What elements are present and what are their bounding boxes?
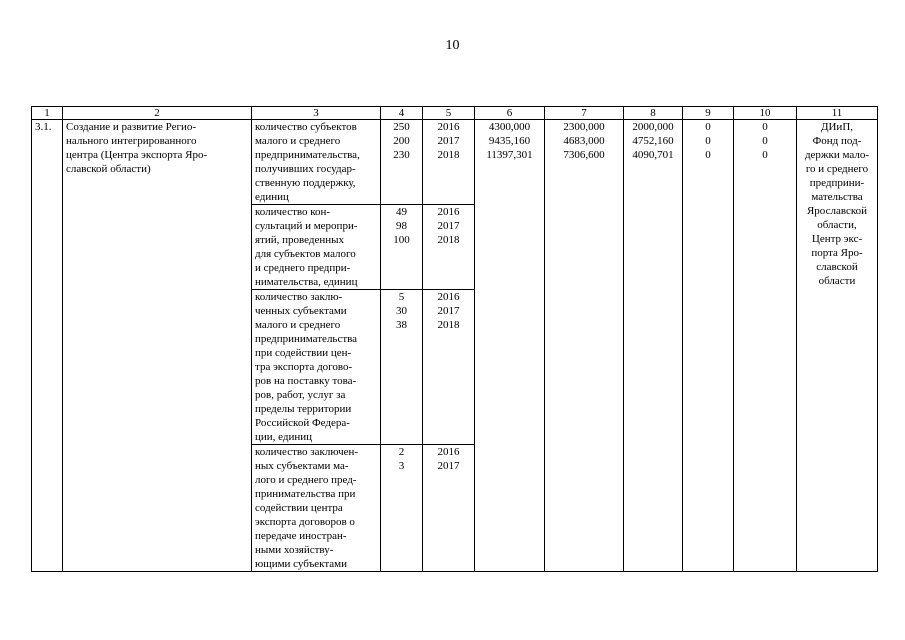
measure-name: Создание и развитие Регио- нального интегрированного центра (Центра экспорта Яро- славской области)	[63, 120, 252, 572]
indicator-text: количество кон- сультаций и меропри- ятий, проведенных для субъектов малого и среднего предпри- нимательства, единиц	[252, 205, 381, 290]
row-number: 3.1.	[32, 120, 63, 572]
indicator-text: количество субъектов малого и среднего предпринимательства, получивших государ- ственную поддержку, единиц	[252, 120, 381, 205]
indicator-years: 2016 2017 2018	[423, 290, 475, 445]
col-header-10: 10	[734, 107, 797, 120]
indicator-values: 2 3	[381, 445, 423, 572]
col7-values: 2300,000 4683,000 7306,600	[545, 120, 624, 572]
col-header-3: 3	[252, 107, 381, 120]
col10-values: 0 0 0	[734, 120, 797, 572]
indicator-years: 2016 2017 2018	[423, 205, 475, 290]
col9-values: 0 0 0	[683, 120, 734, 572]
col-header-8: 8	[624, 107, 683, 120]
table-row	[32, 120, 878, 205]
col-header-7: 7	[545, 107, 624, 120]
indicator-values: 49 98 100	[381, 205, 423, 290]
col-header-4: 4	[381, 107, 423, 120]
col-header-6: 6	[475, 107, 545, 120]
program-table	[31, 106, 878, 572]
executors: ДИиП, Фонд под- держки мало- го и среднего предприни- мательства Ярославской области, Центр экс- порта Яро- славской области	[797, 120, 878, 572]
col-header-2: 2	[63, 107, 252, 120]
indicator-years: 2016 2017	[423, 445, 475, 572]
column-number-row	[32, 107, 878, 120]
col-header-9: 9	[683, 107, 734, 120]
indicator-years: 2016 2017 2018	[423, 120, 475, 205]
indicator-values: 250 200 230	[381, 120, 423, 205]
page-number: 10	[445, 38, 460, 53]
indicator-text: количество заключен- ных субъектами ма- лого и среднего пред- принимательства при содействии центра экспорта договоров о передаче иностран- ными хозяйству- ющими субъектами	[252, 445, 381, 572]
indicator-values: 5 30 38	[381, 290, 423, 445]
col-header-5: 5	[423, 107, 475, 120]
col6-values: 4300,000 9435,160 11397,301	[475, 120, 545, 572]
col-header-1: 1	[32, 107, 63, 120]
col-header-11: 11	[797, 107, 878, 120]
indicator-text: количество заклю- ченных субъектами малого и среднего предпринимательства при содействии цен- тра экспорта догово- ров на поставку това- ров, работ, услуг за пределы территории Российской Федера- ции, единиц	[252, 290, 381, 445]
col8-values: 2000,000 4752,160 4090,701	[624, 120, 683, 572]
